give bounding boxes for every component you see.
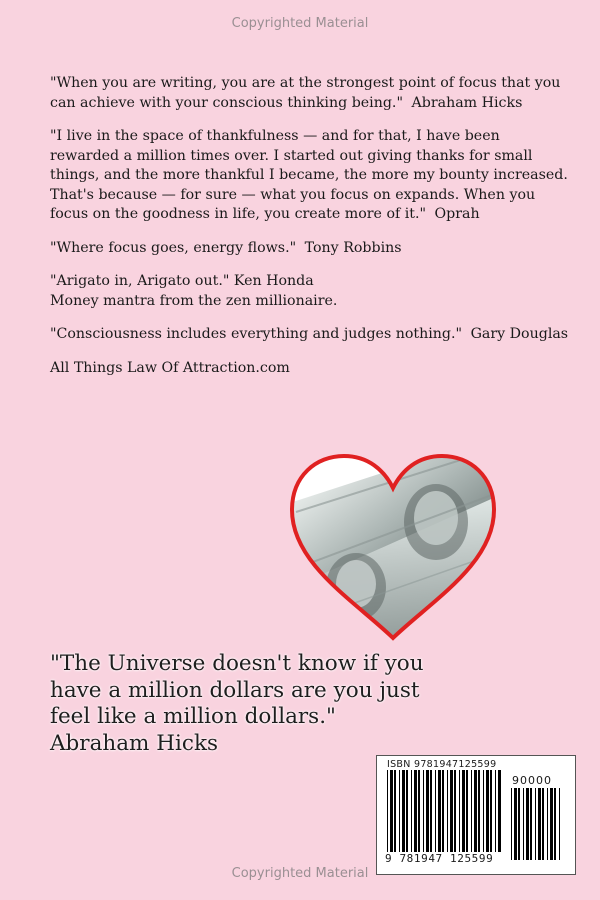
- quote-author: Oprah: [434, 206, 480, 222]
- quote-5: [50, 325, 570, 345]
- copyright-watermark-bottom: Copyrighted Material: [231, 866, 369, 881]
- heart-money-image: [286, 452, 500, 646]
- quote-text: "Where focus goes, energy flows.": [50, 239, 297, 256]
- quote-text: "I live in the space of thankfulness — and for that, I have been rewarded a million times over. I started out giving thanks for small things, and the more thankful I became, the more my bounty increased. That's because — for sure — what you focus on expands. When you focus on the goodness in life, you create more of it.": [50, 128, 568, 222]
- isbn-label: ISBN 9781947125599: [387, 759, 497, 770]
- featured-quote: [50, 651, 450, 757]
- quote-author: Money mantra from the zen millionaire.: [50, 292, 338, 309]
- quote-1: [50, 74, 570, 113]
- isbn-barcode: [376, 755, 576, 875]
- quotes-block: [50, 74, 570, 392]
- quote-3: [50, 239, 570, 259]
- barcode-bars: [385, 770, 505, 852]
- quote-author: Gary Douglas: [470, 326, 569, 342]
- quote-2: [50, 127, 570, 225]
- quote-text: "Arigato in, Arigato out." Ken Honda: [50, 273, 314, 289]
- quote-author: Abraham Hicks: [411, 94, 523, 111]
- featured-quote-author: Abraham Hicks: [50, 730, 219, 756]
- quote-author: Tony Robbins: [304, 239, 402, 256]
- quote-text: "Consciousness includes everything and judges nothing.": [50, 326, 463, 342]
- copyright-watermark-top: Copyrighted Material: [231, 16, 369, 31]
- isbn-digits: 9 781947 125599: [385, 852, 494, 865]
- quote-4: [50, 272, 570, 311]
- quote-text: "When you are writing, you are at the strongest point of focus that you can achieve with your conscious thinking being.": [50, 75, 561, 111]
- price-code: 90000: [512, 774, 552, 787]
- website-line: All Things Law Of Attraction.com: [50, 359, 290, 376]
- barcode-addon-bars: [509, 788, 565, 860]
- featured-quote-text: "The Universe doesn't know if you have a million dollars are you just feel like a million dollars.": [50, 651, 424, 729]
